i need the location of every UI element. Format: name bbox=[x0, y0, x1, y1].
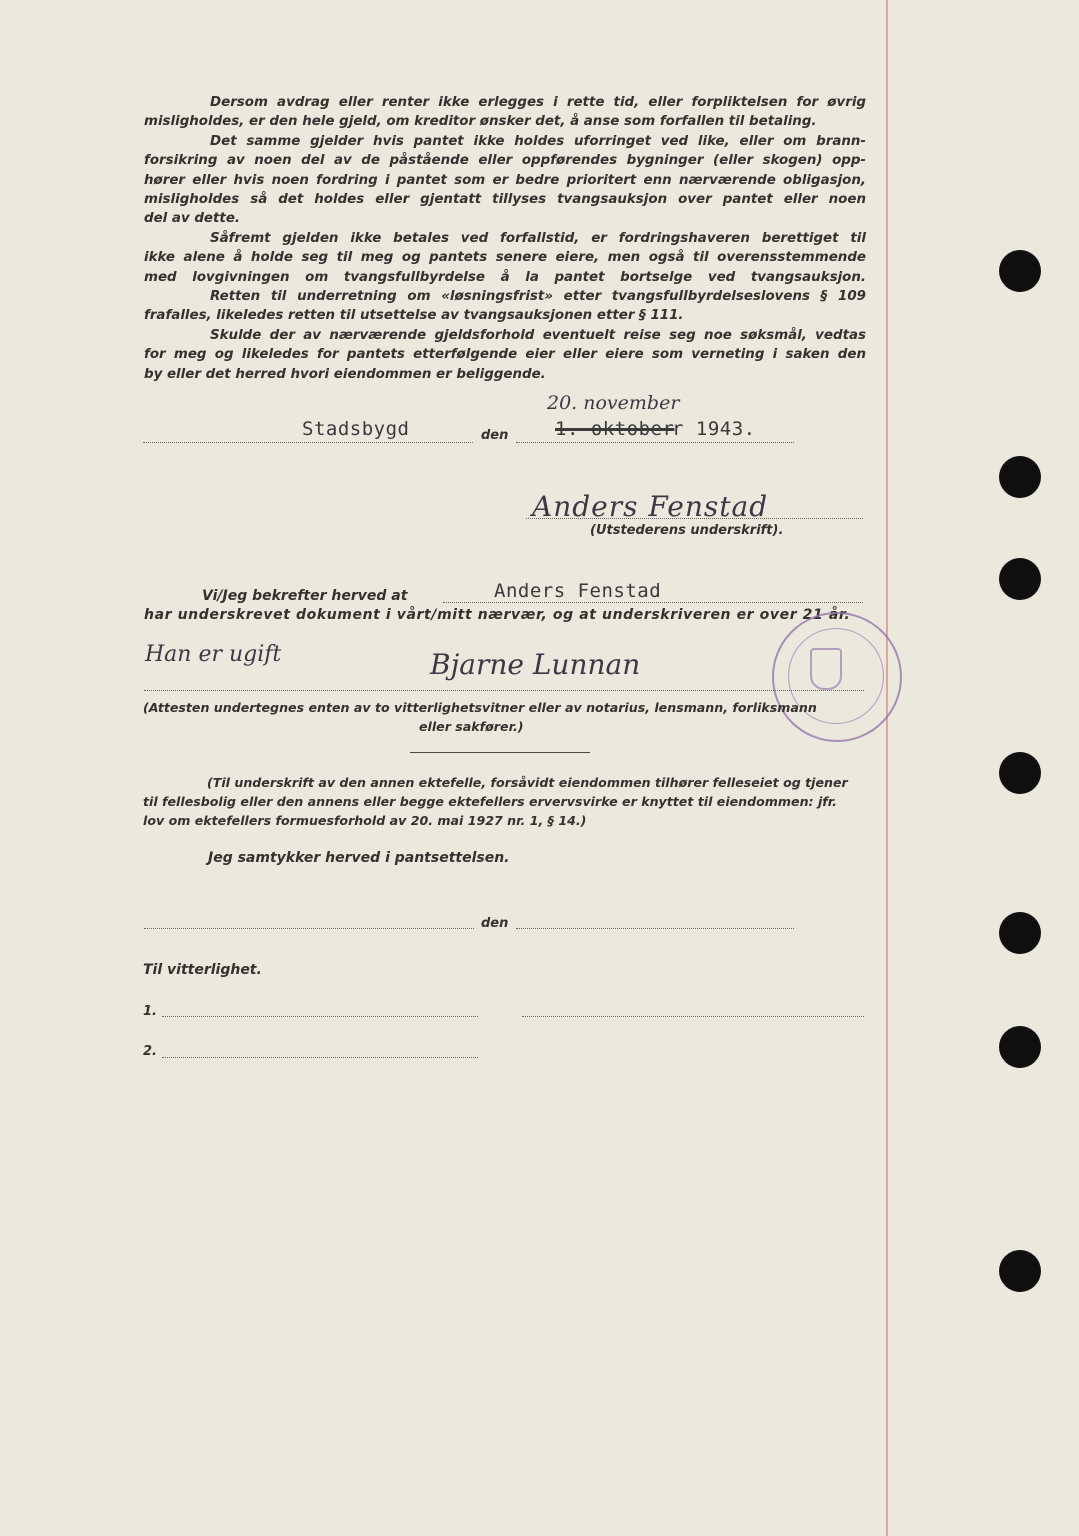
text-line: Det samme gjelder hvis pantet ikke holdes uforringet ved like, eller om brann- bbox=[210, 133, 866, 149]
terms-paragraph bbox=[144, 287, 866, 326]
text-line: ikke alene å holde seg til meg og pantets senere eiere, men også til overensstemmende bbox=[144, 250, 866, 266]
witness-signature-line bbox=[144, 690, 864, 691]
place-typed: Stadsbygd bbox=[302, 418, 410, 440]
den-label: den bbox=[481, 428, 509, 443]
issuer-signature: Anders Fenstad bbox=[532, 490, 769, 523]
spouse-note-line: (Til underskrift av den annen ektefelle, forsåvidt eiendommen tilhører felleseiet og tjener bbox=[207, 775, 848, 790]
text-line: for meg og likeledes for pantets etterfølgende eier eller eiere som verneting i saken den bbox=[144, 347, 866, 363]
confirm-name: Anders Fenstad bbox=[494, 580, 662, 602]
attest-note bbox=[143, 698, 867, 736]
date-line bbox=[516, 442, 794, 443]
text-line: by eller det herred hvori eiendommen er beliggende. bbox=[144, 366, 546, 382]
margin-rule bbox=[886, 0, 888, 1536]
text-line: Såfremt gjelden ikke betales ved forfallstid, er fordringshaveren berettiget til bbox=[210, 230, 866, 246]
date-struck: 1. oktober bbox=[555, 418, 675, 440]
punch-hole bbox=[999, 558, 1041, 600]
punch-hole bbox=[999, 1250, 1041, 1292]
witness-heading: Til vitterlighet. bbox=[143, 962, 262, 978]
attest-note-line: eller sakfører.) bbox=[419, 719, 524, 734]
text-line: forsikring av noen del av de påstående eller oppførendes bygninger (eller skogen) opp- bbox=[144, 153, 866, 169]
terms-paragraph bbox=[144, 132, 866, 229]
text-line: misligholdes, er den hele gjeld, om kreditor ønsker det, å anse som forfallen til betaling. bbox=[144, 114, 817, 130]
terms-paragraph bbox=[144, 93, 866, 132]
witness-1-line-b bbox=[522, 1016, 864, 1017]
text-line: Dersom avdrag eller renter ikke erlegges i rette tid, eller forpliktelsen for øvrig bbox=[210, 95, 866, 110]
witness-2-label: 2. bbox=[143, 1044, 157, 1059]
date-handwritten: 20. november bbox=[547, 392, 680, 414]
punch-hole bbox=[999, 456, 1041, 498]
punch-hole bbox=[999, 1026, 1041, 1068]
attest-divider bbox=[410, 752, 590, 753]
punch-hole bbox=[999, 250, 1041, 292]
punch-hole bbox=[999, 912, 1041, 954]
stamp-crest-icon bbox=[810, 648, 842, 690]
marital-note: Han er ugift bbox=[145, 642, 282, 667]
spouse-note-line: til fellesbolig eller den annens eller begge ektefellers ervervsvirke er knyttet til eiendommen: jfr. bbox=[143, 794, 837, 809]
text-line: hører eller hvis noen fordring i pantet som er bedre prioritert enn nærværende obligasjon, bbox=[144, 172, 866, 188]
spouse-note-line: lov om ektefellers formuesforhold av 20. mai 1927 nr. 1, § 14.) bbox=[143, 813, 587, 828]
date-typed: r 1943. bbox=[672, 418, 756, 440]
spouse-note bbox=[143, 773, 867, 830]
witness-2-line bbox=[162, 1057, 478, 1058]
punch-hole bbox=[999, 752, 1041, 794]
confirm-name-line bbox=[443, 602, 863, 603]
consent-text: Jeg samtykker herved i pantsettelsen. bbox=[208, 850, 510, 866]
witness-1-label: 1. bbox=[143, 1004, 157, 1019]
consent-place-line bbox=[144, 928, 474, 929]
terms-paragraph bbox=[144, 229, 866, 287]
confirm-prefix: Vi/Jeg bekrefter herved at bbox=[202, 588, 408, 604]
text-line: frafalles, likeledes retten til utsettelse av tvangsauksjonen etter § 111. bbox=[144, 308, 684, 324]
terms-text bbox=[144, 93, 866, 384]
terms-paragraph bbox=[144, 326, 866, 384]
signature-line bbox=[526, 518, 863, 519]
witness-signature: Bjarne Lunnan bbox=[430, 648, 641, 681]
consent-date-line bbox=[516, 928, 794, 929]
text-line: Retten til underretning om «løsningsfrist» etter tvangsfullbyrdelseslovens § 109 bbox=[210, 289, 866, 305]
issuer-caption: (Utstederens underskrift). bbox=[590, 523, 784, 538]
text-line: del av dette. bbox=[144, 211, 240, 227]
text-line: misligholdes så det holdes eller gjentatt tillyses tvangsauksjon over pantet eller noen bbox=[144, 192, 866, 208]
attest-note-line: (Attesten undertegnes enten av to vitterlighetsvitner eller av notarius, lensmann, forliksmann bbox=[143, 700, 817, 715]
confirm-statement: har underskrevet dokument i vårt/mitt nærvær, og at underskriveren er over 21 år. bbox=[144, 607, 851, 623]
place-line bbox=[143, 442, 473, 443]
text-line: Skulde der av nærværende gjeldsforhold eventuelt reise seg noe søksmål, vedtas bbox=[210, 327, 866, 343]
text-line: med lovgivningen om tvangsfullbyrdelse å la pantet bortselge ved tvangsauksjon. bbox=[144, 269, 866, 285]
witness-1-line-a bbox=[162, 1016, 478, 1017]
consent-den-label: den bbox=[481, 916, 509, 931]
